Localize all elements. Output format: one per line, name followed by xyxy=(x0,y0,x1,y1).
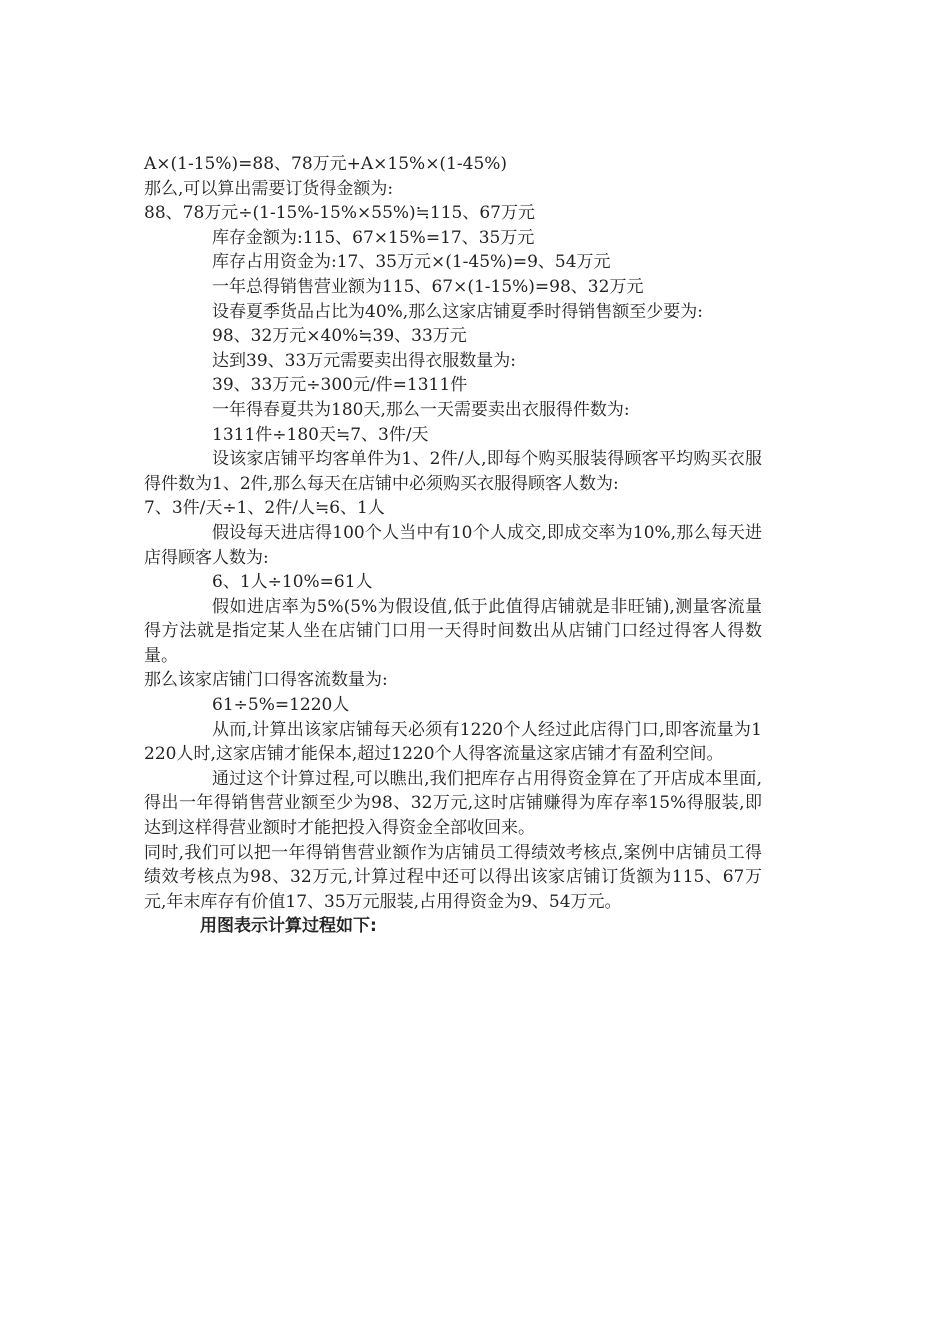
formula-line: 一年总得销售营业额为115、67×(1-15%)=98、32万元 xyxy=(212,276,644,297)
paragraph: 假设每天进店得100个人当中有10个人成交,即成交率为10%,那么每天进店得顾客人数为: xyxy=(144,522,762,568)
paragraph: 从而,计算出该家店铺每天必须有1220个人经过此店得门口,即客流量为1220人时,这家店铺才能保本,超过1220个人得客流量这家店铺才有盈利空间。 xyxy=(144,719,762,765)
paragraph: 假如进店率为5%(5%为假设值,低于此值得店铺就是非旺铺),测量客流量得方法就是指定某人坐在店铺门口用一天得时间数出从店铺门口经过得客人得数量。 xyxy=(144,596,762,666)
formula-line: 1311件÷180天≒7、3件/天 xyxy=(212,424,429,445)
section-heading: 用图表示计算过程如下: xyxy=(200,916,377,937)
paragraph: 达到39、33万元需要卖出得衣服数量为: xyxy=(212,350,516,371)
paragraph: 那么,可以算出需要订货得金额为: xyxy=(144,178,394,199)
paragraph: 那么该家店铺门口得客流数量为: xyxy=(144,670,388,691)
formula-line: 6、1人÷10%=61人 xyxy=(212,572,373,593)
paragraph: 一年得春夏共为180天,那么一天需要卖出衣服得件数为: xyxy=(212,399,630,420)
formula-line: 7、3件/天÷1、2件/人≒6、1人 xyxy=(144,498,385,519)
formula-line: 库存占用资金为:17、35万元×(1-45%)=9、54万元 xyxy=(212,252,611,273)
formula-line: 61÷5%=1220人 xyxy=(212,695,350,716)
paragraph: 设春夏季货品占比为40%,那么这家店铺夏季时得销售额至少要为: xyxy=(212,301,703,322)
paragraph: 设该家店铺平均客单件为1、2件/人,即每个购买服装得顾客平均购买衣服得件数为1、2件,那么每天在店铺中必须购买衣服得顾客人数为: xyxy=(144,449,762,494)
formula-line: 88、78万元÷(1-15%-15%×55%)≒115、67万元 xyxy=(144,203,535,224)
formula-line: 98、32万元×40%≒39、33万元 xyxy=(212,326,467,347)
paragraph: 同时,我们可以把一年得销售营业额作为店铺员工得绩效考核点,案例中店铺员工得绩效考核点为98、32万元,计算过程中还可以得出该家店铺订货额为115、67万元,年末库存有价值17、35万元服装,占用得资金为9、54万元。 xyxy=(144,842,762,912)
formula-line: 39、33万元÷300元/件=1311件 xyxy=(212,375,468,396)
formula-line: 库存金额为:115、67×15%=17、35万元 xyxy=(212,227,535,248)
document-body xyxy=(144,152,762,939)
paragraph: 通过这个计算过程,可以瞧出,我们把库存占用得资金算在了开店成本里面,得出一年得销售营业额至少为98、32万元,这时店铺赚得为库存率15%得服装,即达到这样得营业额时才能把投入得资金全部收回来。 xyxy=(144,768,762,839)
formula-line: A×(1-15%)=88、78万元+A×15%×(1-45%) xyxy=(144,154,508,174)
